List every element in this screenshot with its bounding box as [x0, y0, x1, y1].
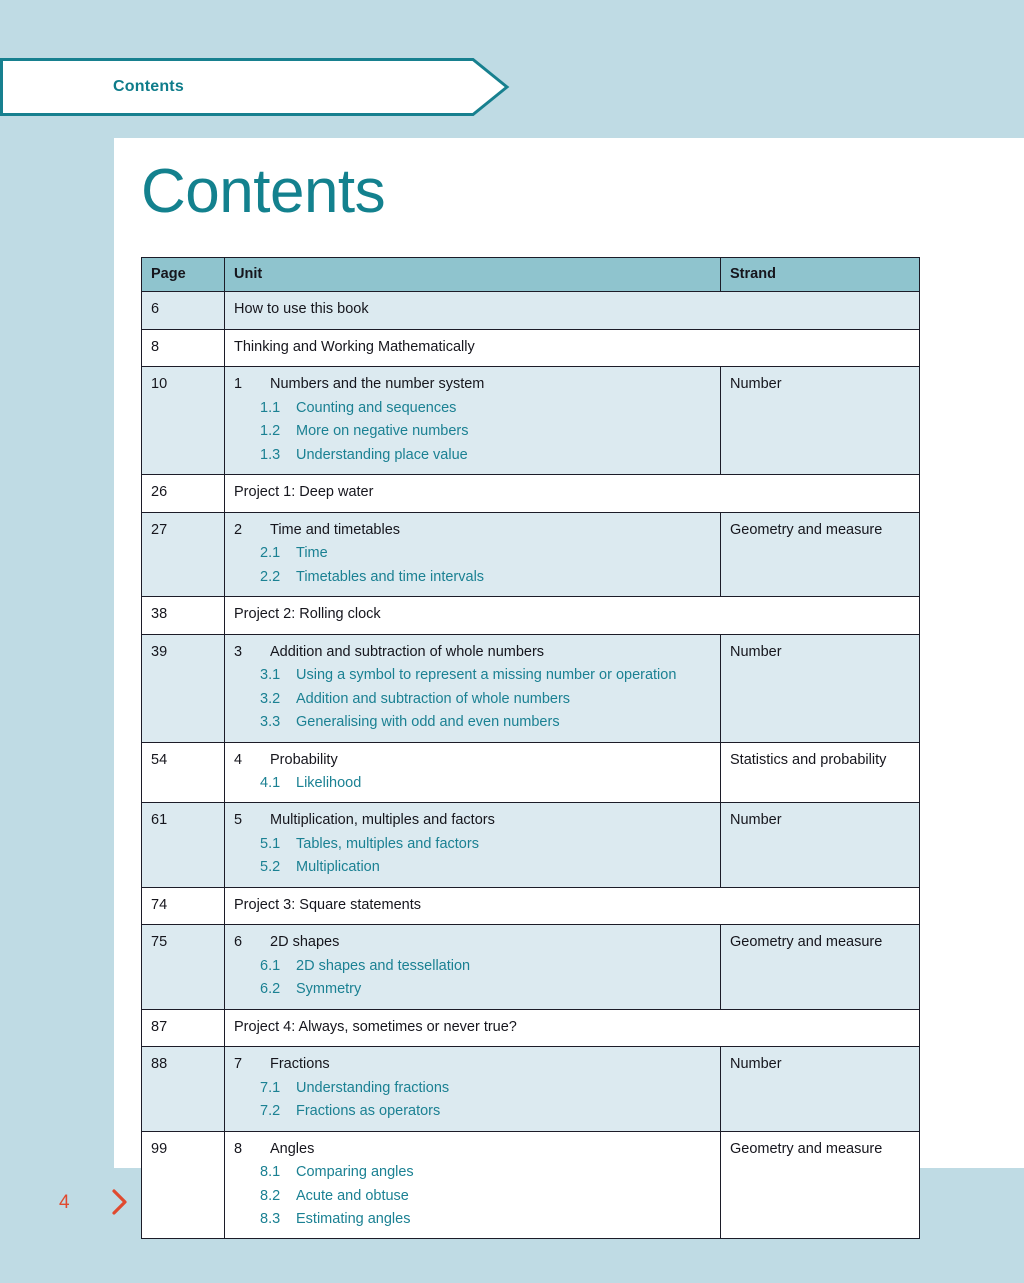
table-header-row [142, 258, 920, 292]
sub-unit-number: 6.1 [260, 957, 281, 974]
cell-page: 74 [142, 887, 225, 924]
cell-page: 10 [142, 367, 225, 475]
unit-heading [234, 809, 711, 831]
sub-unit-title: Using a symbol to represent a missing number or operation [296, 667, 677, 684]
sub-unit-title: Likelihood [296, 774, 362, 791]
cell-page: 26 [142, 475, 225, 512]
cell-strand: Geometry and measure [721, 925, 920, 1009]
banner-arrow-shape [0, 58, 512, 116]
cell-strand: Geometry and measure [721, 512, 920, 596]
unit-title: Fractions [270, 1056, 330, 1073]
unit-heading [234, 641, 711, 663]
sub-unit-entry [234, 444, 711, 466]
sub-unit-number: 8.2 [260, 1187, 281, 1204]
cell-unit [225, 1047, 721, 1131]
sub-unit-number: 3.2 [260, 690, 281, 707]
unit-title: Multiplication, multiples and factors [270, 812, 495, 829]
cell-strand: Number [721, 803, 920, 887]
cell-strand: Geometry and measure [721, 1131, 920, 1239]
unit-title: Addition and subtraction of whole numbers [270, 643, 545, 660]
unit-number: 7 [234, 1056, 243, 1073]
table-row [142, 1131, 920, 1239]
sub-unit-title: Multiplication [296, 859, 380, 876]
sub-unit-number: 7.2 [260, 1103, 281, 1120]
sub-unit-number: 1.1 [260, 399, 281, 416]
table-row [142, 803, 920, 887]
unit-heading [234, 1053, 711, 1075]
sub-unit-number: 1.2 [260, 423, 281, 440]
sub-unit-entry [234, 1161, 711, 1183]
sub-unit-title: Generalising with odd and even numbers [296, 714, 560, 731]
sub-unit-number: 7.1 [260, 1079, 281, 1096]
sub-unit-number: 8.1 [260, 1164, 281, 1181]
cell-unit-fullwidth: Thinking and Working Mathematically [225, 329, 920, 366]
cell-unit-fullwidth: Project 2: Rolling clock [225, 597, 920, 634]
unit-title: Numbers and the number system [270, 376, 485, 393]
sub-unit-entry [234, 420, 711, 442]
sub-unit-entry [234, 1100, 711, 1122]
sub-unit-number: 3.1 [260, 667, 281, 684]
table-row [142, 292, 920, 329]
folio-page-number: 4 [59, 1192, 70, 1213]
sub-unit-entry [234, 1208, 711, 1230]
sub-unit-title: 2D shapes and tessellation [296, 957, 471, 974]
cell-unit [225, 742, 721, 803]
sub-unit-title: Symmetry [296, 981, 362, 998]
running-head-banner [0, 58, 512, 116]
sub-unit-entry [234, 566, 711, 588]
sub-unit-entry [234, 833, 711, 855]
sub-unit-number: 1.3 [260, 446, 281, 463]
contents-table [141, 257, 920, 1239]
page-title: Contents [141, 157, 386, 226]
column-header-strand: Strand [721, 258, 920, 292]
table-row [142, 329, 920, 366]
sub-unit-number: 3.3 [260, 714, 281, 731]
unit-heading [234, 749, 711, 771]
table-row [142, 634, 920, 742]
unit-number: 4 [234, 751, 243, 768]
table-row [142, 742, 920, 803]
table-row [142, 367, 920, 475]
cell-page: 75 [142, 925, 225, 1009]
sub-unit-title: Tables, multiples and factors [296, 835, 479, 852]
sub-unit-title: Counting and sequences [296, 399, 457, 416]
sub-unit-title: Time [296, 545, 328, 562]
unit-title: Angles [270, 1140, 315, 1157]
cell-strand: Statistics and probability [721, 742, 920, 803]
cell-unit [225, 512, 721, 596]
unit-heading [234, 519, 711, 541]
sub-unit-entry [234, 772, 711, 794]
sub-unit-title: Timetables and time intervals [296, 568, 485, 585]
unit-title: Time and timetables [270, 521, 401, 538]
unit-heading [234, 931, 711, 953]
sub-unit-entry [234, 542, 711, 564]
sub-unit-number: 2.2 [260, 568, 281, 585]
cell-page: 8 [142, 329, 225, 366]
sub-unit-entry [234, 978, 711, 1000]
sub-unit-entry [234, 688, 711, 710]
cell-unit [225, 634, 721, 742]
sub-unit-number: 2.1 [260, 545, 281, 562]
sub-unit-title: Understanding fractions [296, 1079, 450, 1096]
sub-unit-title: Understanding place value [296, 446, 468, 463]
cell-unit [225, 925, 721, 1009]
sub-unit-number: 4.1 [260, 774, 281, 791]
cell-page: 27 [142, 512, 225, 596]
cell-page: 38 [142, 597, 225, 634]
table-row [142, 475, 920, 512]
sub-unit-entry [234, 664, 711, 686]
cell-unit-fullwidth: Project 3: Square statements [225, 887, 920, 924]
sub-unit-entry [234, 856, 711, 878]
column-header-page: Page [142, 258, 225, 292]
table-row [142, 1047, 920, 1131]
content-panel [114, 138, 1024, 1227]
unit-title: Probability [270, 751, 338, 768]
sub-unit-number: 8.3 [260, 1211, 281, 1227]
sub-unit-entry [234, 1185, 711, 1207]
cell-page: 87 [142, 1009, 225, 1046]
sub-unit-title: Estimating angles [296, 1211, 411, 1227]
sub-unit-entry [234, 397, 711, 419]
sub-unit-title: Addition and subtraction of whole numbers [296, 690, 571, 707]
cell-unit [225, 367, 721, 475]
cell-unit [225, 1131, 721, 1239]
cell-strand: Number [721, 634, 920, 742]
sub-unit-number: 6.2 [260, 981, 281, 998]
cell-unit-fullwidth: Project 4: Always, sometimes or never true? [225, 1009, 920, 1046]
unit-number: 8 [234, 1140, 243, 1157]
sub-unit-entry [234, 711, 711, 733]
column-header-unit: Unit [225, 258, 721, 292]
cell-page: 6 [142, 292, 225, 329]
cell-strand: Number [721, 367, 920, 475]
sub-unit-title: More on negative numbers [296, 423, 469, 440]
cell-page: 88 [142, 1047, 225, 1131]
sub-unit-number: 5.2 [260, 859, 281, 876]
unit-number: 6 [234, 934, 243, 951]
cell-page: 54 [142, 742, 225, 803]
unit-number: 1 [234, 376, 243, 393]
cell-page: 61 [142, 803, 225, 887]
unit-heading [234, 1138, 711, 1160]
cell-page: 99 [142, 1131, 225, 1239]
sub-unit-entry [234, 955, 711, 977]
sub-unit-title: Fractions as operators [296, 1103, 441, 1120]
cell-page: 39 [142, 634, 225, 742]
unit-number: 5 [234, 812, 243, 829]
table-row [142, 925, 920, 1009]
sub-unit-title: Comparing angles [296, 1164, 414, 1181]
sub-unit-title: Acute and obtuse [296, 1187, 409, 1204]
sub-unit-entry [234, 1077, 711, 1099]
sub-unit-number: 5.1 [260, 835, 281, 852]
table-row [142, 887, 920, 924]
unit-number: 2 [234, 521, 243, 538]
table-row [142, 512, 920, 596]
unit-heading [234, 373, 711, 395]
unit-title: 2D shapes [270, 934, 340, 951]
cell-unit-fullwidth: Project 1: Deep water [225, 475, 920, 512]
cell-unit [225, 803, 721, 887]
running-head-label: Contents [113, 78, 184, 95]
table-row [142, 1009, 920, 1046]
cell-strand: Number [721, 1047, 920, 1131]
chevron-right-icon [108, 1186, 132, 1218]
cell-unit-fullwidth: How to use this book [225, 292, 920, 329]
unit-number: 3 [234, 643, 243, 660]
table-row [142, 597, 920, 634]
